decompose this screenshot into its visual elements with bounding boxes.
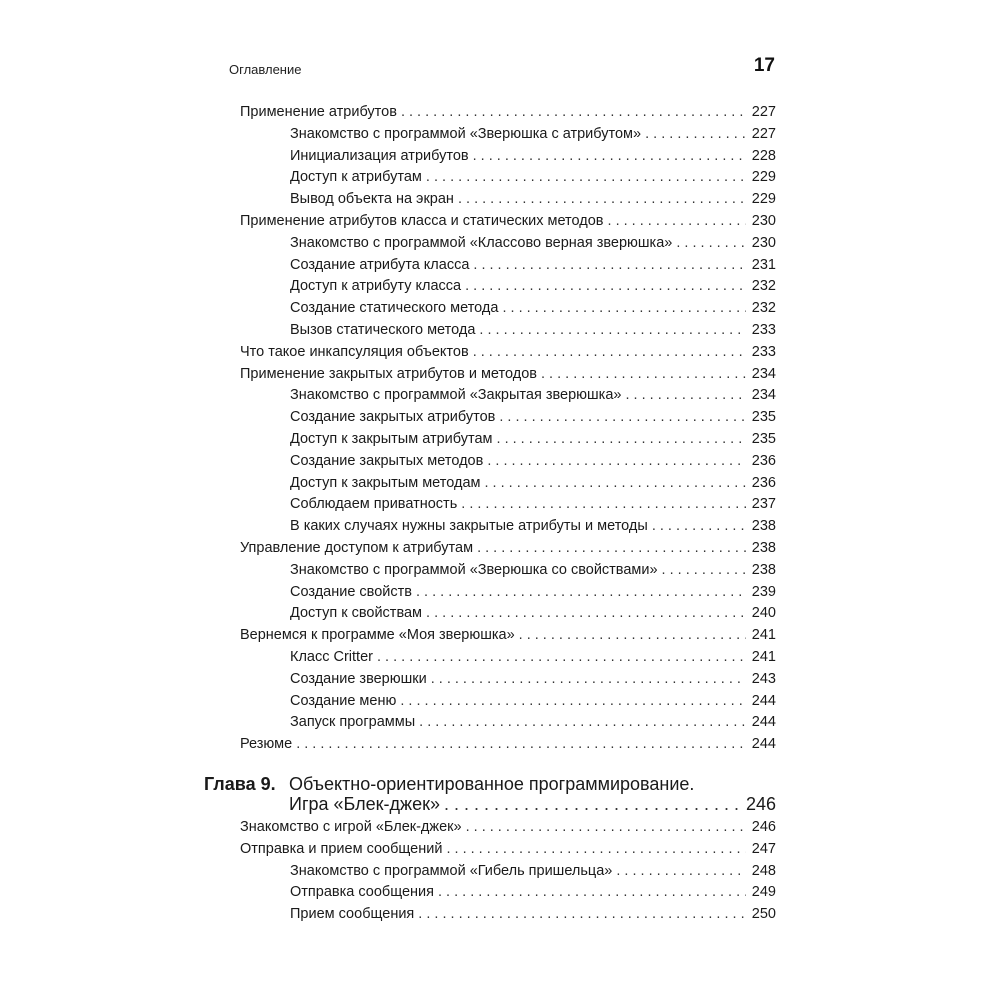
leader-dots bbox=[676, 234, 746, 252]
toc-entry[interactable] bbox=[290, 883, 776, 901]
toc-entry[interactable] bbox=[290, 604, 776, 622]
toc-entry-page: 249 bbox=[751, 884, 776, 901]
toc-entry[interactable] bbox=[290, 408, 776, 426]
toc-entry-page: 233 bbox=[751, 322, 776, 338]
toc-entry-label: Управление доступом к атрибутам bbox=[240, 540, 474, 556]
toc-entry-label: Вывод объекта на экран bbox=[290, 191, 454, 208]
toc-entry[interactable] bbox=[290, 256, 776, 274]
toc-entry-label: Доступ к закрытым атрибутам bbox=[290, 431, 493, 447]
toc-entry-label: Применение атрибутов класса и статических методов bbox=[240, 213, 604, 229]
leader-dots bbox=[438, 883, 746, 901]
toc-entry-page: 235 bbox=[751, 409, 776, 426]
toc-entry-page: 229 bbox=[751, 169, 776, 186]
leader-dots bbox=[466, 818, 746, 836]
toc-entry[interactable] bbox=[290, 190, 776, 208]
toc-entry[interactable] bbox=[240, 365, 776, 383]
leader-dots bbox=[662, 561, 746, 579]
toc-entry-page: 243 bbox=[751, 670, 776, 687]
toc-entry-label: Вызов статического метода bbox=[290, 322, 476, 338]
toc-entry[interactable] bbox=[290, 692, 776, 710]
toc-entry[interactable] bbox=[290, 452, 776, 470]
leader-dots bbox=[426, 168, 746, 186]
leader-dots bbox=[473, 256, 746, 274]
chapter-title-line2: Игра «Блек-джек» bbox=[289, 794, 440, 814]
toc-entry[interactable] bbox=[290, 299, 776, 317]
toc-entry-page: 247 bbox=[751, 840, 776, 857]
toc-entry-page: 240 bbox=[751, 605, 776, 622]
toc-entry-page: 232 bbox=[751, 278, 776, 295]
chapter-title-line1: Объектно-ориентированное программирование. bbox=[289, 774, 695, 794]
toc-entry-page: 229 bbox=[751, 191, 776, 208]
toc-entry-page: 230 bbox=[751, 213, 776, 229]
toc-entry[interactable] bbox=[290, 430, 776, 448]
toc-entry[interactable] bbox=[290, 474, 776, 492]
toc-entry[interactable] bbox=[290, 147, 776, 165]
leader-dots bbox=[541, 365, 746, 383]
running-header: Оглавление bbox=[229, 62, 302, 77]
leader-dots bbox=[444, 795, 742, 813]
toc-entry-page: 238 bbox=[751, 540, 776, 556]
leader-dots bbox=[502, 299, 746, 317]
toc-entry-label: Создание закрытых методов bbox=[290, 452, 484, 469]
toc-entry[interactable] bbox=[240, 103, 776, 121]
toc-entry-page: 244 bbox=[751, 714, 776, 731]
toc-entry-page: 248 bbox=[751, 862, 776, 879]
leader-dots bbox=[473, 147, 746, 165]
chapter-title-entry[interactable] bbox=[289, 795, 776, 813]
toc-entry[interactable] bbox=[240, 626, 776, 644]
leader-dots bbox=[484, 474, 746, 492]
toc-entry-label: Что такое инкапсуляция объектов bbox=[240, 343, 469, 360]
toc-entry-page: 234 bbox=[751, 387, 776, 404]
toc-entry[interactable] bbox=[240, 840, 776, 858]
toc-entry-label: Создание свойств bbox=[290, 583, 412, 600]
toc-entry-label: Запуск программы bbox=[290, 714, 416, 731]
leader-dots bbox=[487, 452, 746, 470]
toc-entry-page: 238 bbox=[751, 518, 776, 535]
toc-entry-label: Создание атрибута класса bbox=[290, 256, 470, 273]
toc-entry[interactable] bbox=[240, 735, 776, 753]
toc-entry[interactable] bbox=[290, 648, 776, 666]
toc-entry-label: Создание зверюшки bbox=[290, 670, 427, 687]
toc-entry-label: Знакомство с программой «Закрытая зверюшка» bbox=[290, 387, 622, 404]
toc-entry-label: Доступ к закрытым методам bbox=[290, 474, 481, 491]
chapter-number: Глава 9. bbox=[204, 774, 276, 794]
toc-entry-label: Создание меню bbox=[290, 692, 397, 709]
leader-dots bbox=[418, 905, 746, 923]
toc-entry[interactable] bbox=[290, 517, 776, 535]
toc-entry-label: Знакомство с программой «Гибель пришельца» bbox=[290, 862, 613, 879]
toc-entry-page: 250 bbox=[751, 906, 776, 923]
toc-entry-label: Знакомство с программой «Зверюшка со свойствами» bbox=[290, 561, 658, 578]
toc-entry-label: Прием сообщения bbox=[290, 906, 415, 923]
toc-entry-page: 244 bbox=[751, 692, 776, 709]
toc-entry-page: 246 bbox=[751, 819, 776, 835]
toc-entry[interactable] bbox=[290, 713, 776, 731]
leader-dots bbox=[426, 604, 746, 622]
toc-entry-page: 227 bbox=[751, 125, 776, 142]
toc-entry-page: 241 bbox=[751, 627, 776, 644]
toc-entry-page: 230 bbox=[751, 234, 776, 251]
leader-dots bbox=[461, 495, 746, 513]
toc-entry-page: 231 bbox=[751, 256, 776, 273]
toc-entry-page: 239 bbox=[751, 583, 776, 600]
leader-dots bbox=[616, 862, 746, 880]
toc-entry-page: 244 bbox=[751, 736, 776, 753]
leader-dots bbox=[296, 735, 746, 753]
leader-dots bbox=[400, 692, 746, 710]
toc-entry-label: Применение атрибутов bbox=[240, 104, 397, 120]
toc-entry[interactable] bbox=[290, 670, 776, 688]
leader-dots bbox=[473, 343, 746, 361]
toc-entry-label: Знакомство с программой «Зверюшка с атрибутом» bbox=[290, 125, 642, 142]
toc-entry[interactable] bbox=[290, 386, 776, 404]
toc-entry-label: В каких случаях нужны закрытые атрибуты и методы bbox=[290, 518, 648, 535]
leader-dots bbox=[608, 212, 746, 230]
toc-entry-page: 237 bbox=[751, 496, 776, 513]
toc-entry-label: Отправка и прием сообщений bbox=[240, 840, 443, 857]
toc-entry[interactable] bbox=[240, 818, 776, 836]
toc-entry[interactable] bbox=[240, 343, 776, 361]
toc-entry-label: Резюме bbox=[240, 736, 293, 753]
toc-entry-label: Отправка сообщения bbox=[290, 884, 434, 901]
toc-entry-page: 233 bbox=[751, 343, 776, 360]
toc-entry-page: 238 bbox=[751, 561, 776, 578]
leader-dots bbox=[465, 277, 746, 295]
toc-entry[interactable] bbox=[240, 539, 776, 557]
toc-entry[interactable] bbox=[290, 125, 776, 143]
leader-dots bbox=[401, 103, 746, 121]
toc-entry-label: Класс Critter bbox=[290, 649, 373, 665]
toc-entry-page: 236 bbox=[751, 452, 776, 469]
leader-dots bbox=[458, 190, 746, 208]
toc-entry-label: Создание закрытых атрибутов bbox=[290, 409, 496, 426]
toc-entry[interactable] bbox=[290, 561, 776, 579]
leader-dots bbox=[497, 430, 746, 448]
toc-entry-page: 228 bbox=[751, 147, 776, 164]
chapter-heading bbox=[204, 773, 694, 795]
leader-dots bbox=[625, 386, 746, 404]
toc-entry-label: Инициализация атрибутов bbox=[290, 147, 469, 164]
toc-entry-label: Соблюдаем приватность bbox=[290, 496, 458, 513]
toc-entry-label: Знакомство с игрой «Блек-джек» bbox=[240, 819, 462, 835]
leader-dots bbox=[446, 840, 746, 858]
toc-entry[interactable] bbox=[290, 862, 776, 880]
chapter-page: 246 bbox=[745, 794, 776, 814]
leader-dots bbox=[519, 626, 746, 644]
leader-dots bbox=[419, 713, 746, 731]
leader-dots bbox=[645, 125, 746, 143]
toc-entry-label: Доступ к свойствам bbox=[290, 605, 423, 622]
toc-entry[interactable] bbox=[290, 277, 776, 295]
toc-entry-page: 236 bbox=[751, 474, 776, 491]
toc-entry[interactable] bbox=[240, 212, 776, 230]
toc-entry[interactable] bbox=[290, 234, 776, 252]
toc-entry-label: Доступ к атрибутам bbox=[290, 169, 422, 186]
toc-entry[interactable] bbox=[290, 321, 776, 339]
toc-entry-page: 232 bbox=[751, 300, 776, 317]
leader-dots bbox=[652, 517, 746, 535]
toc-entry-page: 241 bbox=[751, 649, 776, 665]
toc-entry[interactable] bbox=[290, 583, 776, 601]
toc-entry[interactable] bbox=[290, 168, 776, 186]
page-number: 17 bbox=[753, 55, 775, 76]
toc-entry-page: 227 bbox=[751, 104, 776, 120]
toc-entry-page: 234 bbox=[751, 365, 776, 382]
leader-dots bbox=[416, 583, 746, 601]
toc-entry-label: Доступ к атрибуту класса bbox=[290, 278, 462, 295]
leader-dots bbox=[499, 408, 746, 426]
toc-entry[interactable] bbox=[290, 905, 776, 923]
leader-dots bbox=[431, 670, 746, 688]
leader-dots bbox=[377, 648, 746, 666]
leader-dots bbox=[477, 539, 746, 557]
toc-entry-label: Знакомство с программой «Классово верная зверюшка» bbox=[290, 234, 673, 251]
toc-entry-label: Вернемся к программе «Моя зверюшка» bbox=[240, 627, 515, 644]
toc-entry-label: Применение закрытых атрибутов и методов bbox=[240, 365, 537, 382]
toc-entry[interactable] bbox=[290, 495, 776, 513]
toc-entry-label: Создание статического метода bbox=[290, 300, 499, 317]
leader-dots bbox=[479, 321, 746, 339]
toc-entry-page: 235 bbox=[751, 431, 776, 447]
